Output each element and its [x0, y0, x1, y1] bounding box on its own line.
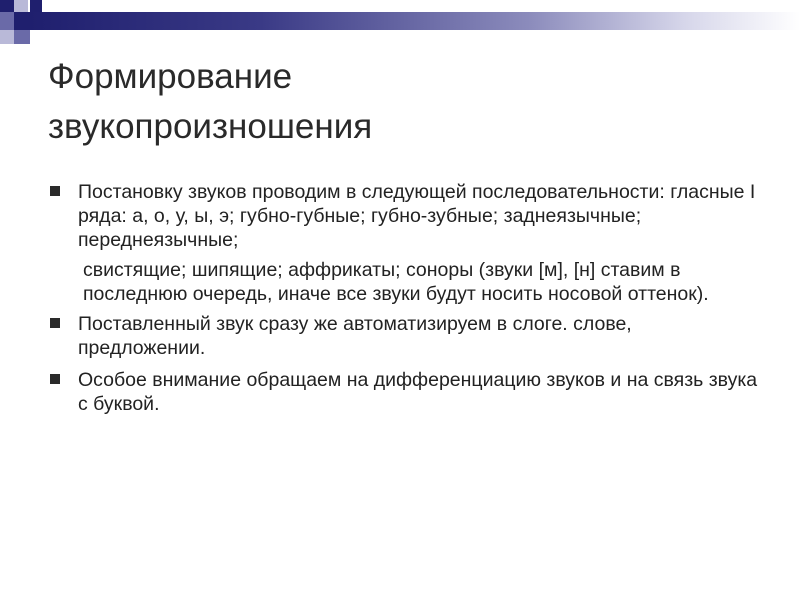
decor-square — [14, 12, 30, 30]
decor-square — [14, 0, 28, 12]
bullet-item — [50, 368, 760, 416]
bullet-continuation — [50, 258, 760, 306]
bullet-item — [50, 180, 760, 252]
title-line: звукопроизношения — [48, 107, 373, 146]
decor-square — [0, 30, 14, 44]
title-line: Формирование — [48, 57, 293, 96]
bullet-item — [50, 312, 760, 360]
bullet-text: Постановку звуков проводим в следующей последовательности: гласные I ряда: а, о, у, ы, э; губно-губные; губно-зубные; заднеязычные; переднеязычные; — [78, 181, 756, 251]
decor-square — [14, 30, 30, 44]
slide-title — [48, 52, 748, 152]
decor-square — [30, 0, 42, 12]
decor-square — [0, 0, 14, 12]
square-bullet-icon — [50, 186, 60, 196]
slide-body — [50, 180, 760, 420]
decor-square — [0, 12, 14, 30]
square-bullet-icon — [50, 318, 60, 328]
bullet-text: Поставленный звук сразу же автоматизируем в слоге. слове, предложении. — [78, 313, 632, 359]
square-bullet-icon — [50, 374, 60, 384]
header-band — [30, 12, 800, 30]
bullet-text: свистящие; шипящие; аффрикаты; соноры (звуки [м], [н] ставим в последнюю очередь, иначе все звуки будут носить носовой оттенок). — [83, 259, 709, 305]
bullet-text: Особое внимание обращаем на дифференциацию звуков и на связь звука с буквой. — [78, 369, 758, 415]
